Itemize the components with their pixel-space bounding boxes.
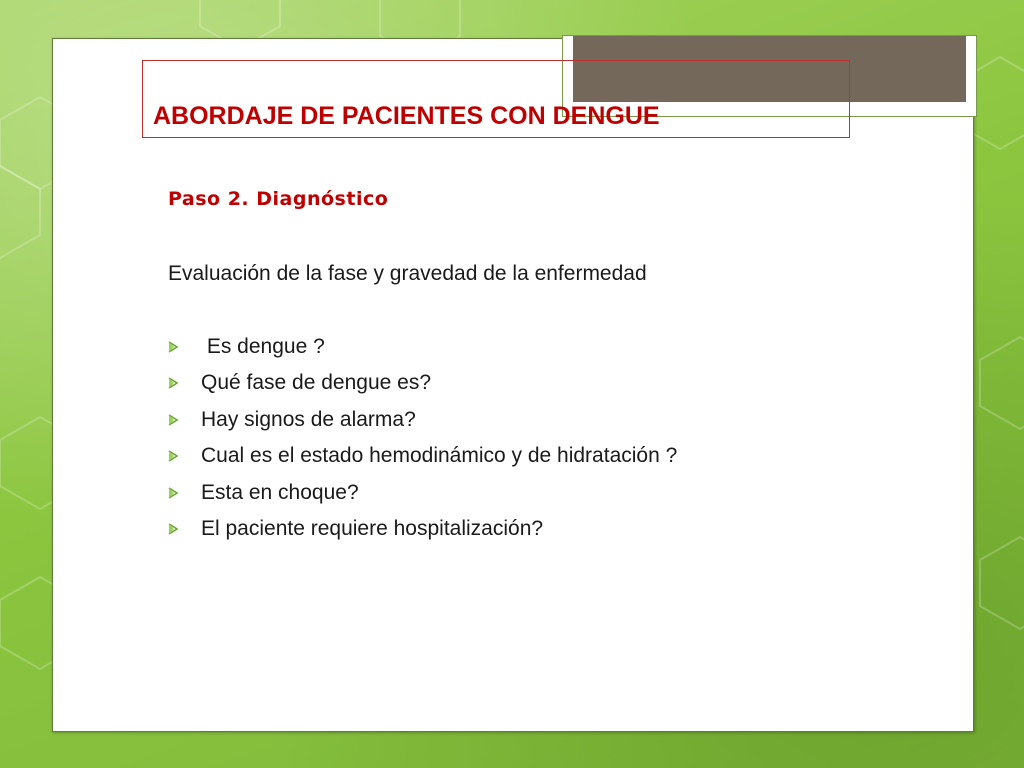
list-item [168, 516, 677, 552]
arrow-bullet-icon [168, 370, 201, 396]
bullet-list [168, 334, 677, 552]
bullet-text: Es dengue ? [201, 335, 325, 358]
arrow-bullet-icon [168, 334, 201, 360]
slide-title: ABORDAJE DE PACIENTES CON DENGUE [153, 102, 660, 130]
bullet-text: El paciente requiere hospitalización? [201, 516, 544, 540]
list-item [168, 370, 677, 406]
list-item [168, 334, 677, 370]
list-item [168, 443, 677, 479]
bullet-text: Hay signos de alarma? [201, 407, 416, 431]
arrow-bullet-icon [168, 516, 201, 542]
arrow-bullet-icon [168, 480, 201, 506]
list-item [168, 480, 677, 516]
bullet-text: Cual es el estado hemodinámico y de hidratación ? [201, 444, 678, 468]
intro-text: Evaluación de la fase y gravedad de la enfermedad [168, 262, 647, 285]
arrow-bullet-icon [168, 443, 201, 469]
arrow-bullet-icon [168, 407, 201, 433]
bullet-text: Qué fase de dengue es? [201, 371, 432, 395]
list-item [168, 407, 677, 443]
slide-subtitle: Paso 2. Diagnóstico [168, 188, 389, 210]
bullet-text: Esta en choque? [201, 480, 359, 504]
